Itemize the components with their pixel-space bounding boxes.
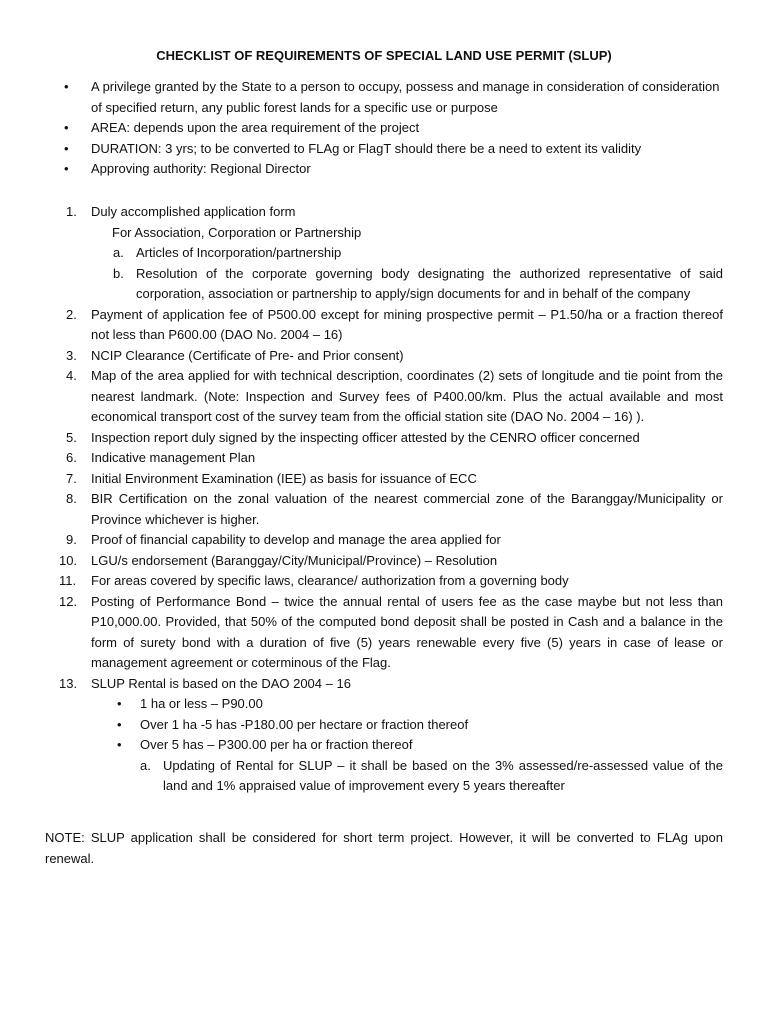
item-text: Updating of Rental for SLUP – it shall be based on the 3% assessed/re-assessed value of the land and 1% appraised value of improvement every 5 years thereafter <box>163 757 723 793</box>
intro-bullet-list <box>0 77 768 180</box>
item-text: For areas covered by specific laws, clearance/ authorization from a governing body <box>91 573 569 588</box>
item-text: LGU/s endorsement (Baranggay/City/Municipal/Province) – Resolution <box>91 552 498 568</box>
requirement-item-2 <box>0 305 723 346</box>
bullet-text: AREA: depends upon the area requirement of the project <box>91 120 420 135</box>
item-text: NCIP Clearance (Certificate of Pre- and Prior consent) <box>91 347 404 363</box>
item-text: Indicative management Plan <box>91 450 256 465</box>
item-letter: a. <box>113 245 124 260</box>
item-number: 8. <box>66 491 77 506</box>
requirements-list <box>0 202 768 797</box>
rental-rate-2 <box>0 715 723 736</box>
requirement-item-8 <box>0 489 723 530</box>
item-number: 6. <box>66 450 77 465</box>
item-text: Posting of Performance Bond – twice the annual rental of users fee as the case maybe but not less than P10,000.00. Provided, that 50% of the computed bond deposit shall be posted in Cash and a balance in the form of surety bond with a duration of five (5) years renewable every five (5) years in case of lease or management agreement or coterminous of the Flag. <box>91 593 723 670</box>
requirement-item-13 <box>0 674 723 695</box>
item-text: Map of the area applied for with technical description, coordinates (2) sets of longitude and tie point from the nearest landmark. (Note: Inspection and Survey fees of P400.00/km. Plus the actual available and most economical transport cost of the survey team from the official station site (DAO No. 2004 – 16) ). <box>91 368 723 424</box>
item-text: Inspection report duly signed by the inspecting officer attested by the CENRO officer concerned <box>91 429 640 445</box>
rental-text: 1 ha or less – P90.00 <box>140 696 263 711</box>
requirement-item-1 <box>0 202 723 223</box>
item-number: 9. <box>66 532 77 547</box>
requirement-item-4 <box>0 366 723 428</box>
item-number: 3. <box>66 347 77 363</box>
bullet-icon: • <box>64 79 69 94</box>
item-text: Duly accomplished application form <box>91 204 296 219</box>
item-text: Payment of application fee of P500.00 except for mining prospective permit – P1.50/ha or a fraction thereof not less than P600.00 (DAO No. 2004 – 16) <box>91 306 723 342</box>
requirement-item-12 <box>0 592 723 674</box>
bullet-icon: • <box>64 120 69 135</box>
bullet-item-area <box>0 118 722 139</box>
requirement-1b <box>0 264 723 305</box>
item-number: 13. <box>59 675 78 691</box>
item-text: SLUP Rental is based on the DAO 2004 – 16 <box>91 675 351 691</box>
bullet-icon: • <box>117 737 122 752</box>
requirement-1a <box>0 243 723 264</box>
document-title: CHECKLIST OF REQUIREMENTS OF SPECIAL LAND USE PERMIT (SLUP) <box>156 48 612 63</box>
footer-note: NOTE: SLUP application shall be considered for short term project. However, it will be converted to FLAg upon renewal. <box>45 830 723 866</box>
requirement-item-3 <box>0 346 723 367</box>
rental-update-note <box>0 756 723 797</box>
requirement-item-11 <box>0 571 723 592</box>
item-number: 2. <box>66 306 77 322</box>
bullet-icon: • <box>117 696 122 711</box>
requirement-item-5 <box>0 428 723 449</box>
item-number: 1. <box>66 204 77 219</box>
requirement-item-6 <box>0 448 723 469</box>
bullet-icon: • <box>117 716 122 732</box>
bullet-text: DURATION: 3 yrs; to be converted to FLAg or FlagT should there be a need to extent its validity <box>91 140 642 156</box>
item-number: 5. <box>66 429 77 445</box>
item-text: Resolution of the corporate governing body designating the authorized representative of said corporation, association or partnership to apply/sign documents for and in behalf of the company <box>136 265 723 301</box>
item-number: 12. <box>59 593 78 609</box>
item-letter: a. <box>140 757 151 773</box>
item-letter: b. <box>113 265 124 281</box>
bullet-item-privilege <box>0 77 722 118</box>
requirement-item-9 <box>0 530 723 551</box>
bullet-icon: • <box>64 140 69 156</box>
item-number: 4. <box>66 368 77 383</box>
requirement-1-subheading: For Association, Corporation or Partnership <box>112 224 362 240</box>
item-text: Proof of financial capability to develop and manage the area applied for <box>91 532 501 547</box>
rental-rate-1 <box>0 694 723 715</box>
bullet-item-authority <box>0 159 722 180</box>
requirement-item-7 <box>0 469 723 490</box>
bullet-item-duration <box>0 139 722 160</box>
bullet-text: A privilege granted by the State to a person to occupy, possess and manage in consideration of consideration of specified return, any public forest lands for a specific use or purpose <box>91 79 720 115</box>
item-number: 11. <box>59 573 77 588</box>
item-text: Articles of Incorporation/partnership <box>136 245 342 260</box>
item-text: Initial Environment Examination (IEE) as basis for issuance of ECC <box>91 470 477 486</box>
rental-rate-3 <box>0 735 723 756</box>
item-number: 7. <box>66 470 77 486</box>
item-text: BIR Certification on the zonal valuation of the nearest commercial zone of the Baranggay/Municipality or Province whichever is higher. <box>91 491 723 527</box>
bullet-text: Approving authority: Regional Director <box>91 161 311 176</box>
requirement-item-10 <box>0 551 723 572</box>
rental-text: Over 5 has – P300.00 per ha or fraction thereof <box>140 737 413 752</box>
rental-text: Over 1 ha -5 has -P180.00 per hectare or fraction thereof <box>140 716 469 732</box>
item-number: 10. <box>59 552 78 568</box>
bullet-icon: • <box>64 161 69 176</box>
